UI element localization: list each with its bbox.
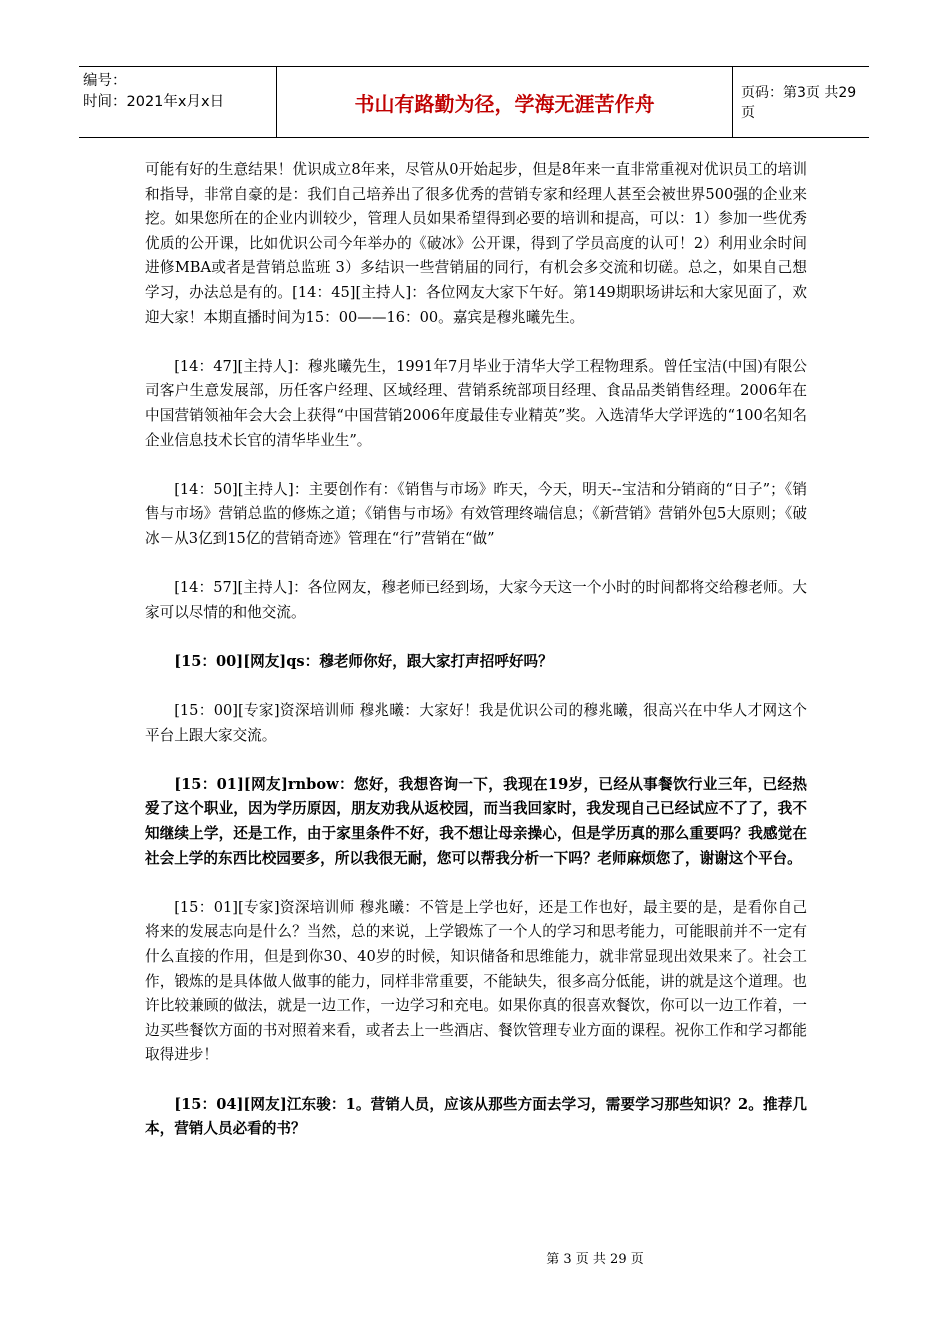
paragraph: [14：50][主持人]：主要创作有：《销售与市场》昨天，今天，明天--宝洁和分销商的“日子”；《销售与市场》营销总监的修炼之道；《销售与市场》有效管理终端信息；《新营销》营销外包5大原则；《破冰－从3亿到15亿的营销奇迹》管理在“行”营销在“做”	[145, 480, 807, 547]
page-footer: 第 3 页 共 29 页	[546, 1252, 644, 1267]
answer-paragraph: [15：01][专家]资深培训师 穆兆曦：不管是上学也好，还是工作也好，最主要的是，是看你自己将来的发展志向是什么？当然，总的来说，上学锻炼了一个人的学习和思考能力，可能眼前并不一定有什么直接的作用，但是到你30、40岁的时候，知识储备和思维能力，就非常显现出效果来了。社会工作，锻炼的是具体做人做事的能力，同样非常重要，不能缺失，很多高分低能，讲的就是这个道理。也许比较兼顾的做法，就是一边工作，一边学习和充电。如果你真的很喜欢餐饮，你可以一边工作着，一边买些餐饮方面的书对照着来看，或者去上一些酒店、餐饮管理专业方面的课程。祝你工作和学习都能取得进步！	[145, 898, 807, 1064]
code-label: 编号：	[83, 73, 127, 89]
question-paragraph: [15：01][网友]rnbow：您好，我想咨询一下，我现在19岁，已经从事餐饮行业三年，已经热爱了这个职业，因为学历原因，朋友劝我从返校园，而当我回家时，我发现自己已经试应不了了，我不知继续上学，还是工作，由于家里条件不好，我不想让母亲操心，但是学历真的那么重要吗？我感觉在社会上学的东西比校园要多，所以我很无耐，您可以帮我分析一下吗？老师麻烦您了，谢谢这个平台。	[145, 775, 807, 867]
paragraph: [14：57][主持人]：各位网友，穆老师已经到场，大家今天这一个小时的时间都将交给穆老师。大家可以尽情的和他交流。	[145, 579, 807, 621]
paragraph: [14：47][主持人]：穆兆曦先生，1991年7月毕业于清华大学工程物理系。曾任宝洁(中国)有限公司客户生意发展部，历任客户经理、区域经理、营销系统部项目经理、食品品类销售经理。2006年在中国营销领袖年会大会上获得“中国营销2006年度最佳专业精英”奖。入选清华大学评选的“100名知名企业信息技术长官的清华毕业生”。	[145, 357, 807, 449]
paragraph: 可能有好的生意结果！优识成立8年来，尽管从0开始起步，但是8年来一直非常重视对优识员工的培训和指导，非常自豪的是：我们自己培养出了很多优秀的营销专家和经理人甚至会被世界500强的企业来挖。如果您所在的企业内训较少，管理人员如果希望得到必要的培训和提高，可以：1）参加一些优秀优质的公开课，比如优识公司今年举办的《破冰》公开课，得到了学员高度的认可！2）利用业余时间进修MBA或者是营销总监班 3）多结识一些营销届的同行，有机会多交流和切磋。总之，如果自己想学习，办法总是有的。[14：45][主持人]：各位网友大家下午好。第149期职场讲坛和大家见面了，欢迎大家！本期直播时间为15：00——16：00。嘉宾是穆兆曦先生。	[145, 161, 807, 326]
document-body	[145, 158, 807, 1166]
question-paragraph: [15：00][网友]qs：穆老师你好，跟大家打声招呼好吗？	[174, 652, 553, 670]
question-paragraph: [15：04][网友]江东骏：1。营销人员，应该从那些方面去学习，需要学习那些知识？2。推荐几本，营销人员必看的书？	[145, 1095, 807, 1138]
page-header	[79, 66, 869, 138]
header-info-cell	[79, 67, 277, 137]
header-motto: 书山有路勤为径，学海无涯苦作舟	[277, 67, 733, 137]
header-page-label: 页码：第3页 共29页	[741, 85, 857, 121]
answer-paragraph: [15：00][专家]资深培训师 穆兆曦：大家好！我是优识公司的穆兆曦，很高兴在中华人才网这个平台上跟大家交流。	[145, 702, 807, 744]
time-label: 时间：2021年x月x日	[83, 94, 225, 110]
